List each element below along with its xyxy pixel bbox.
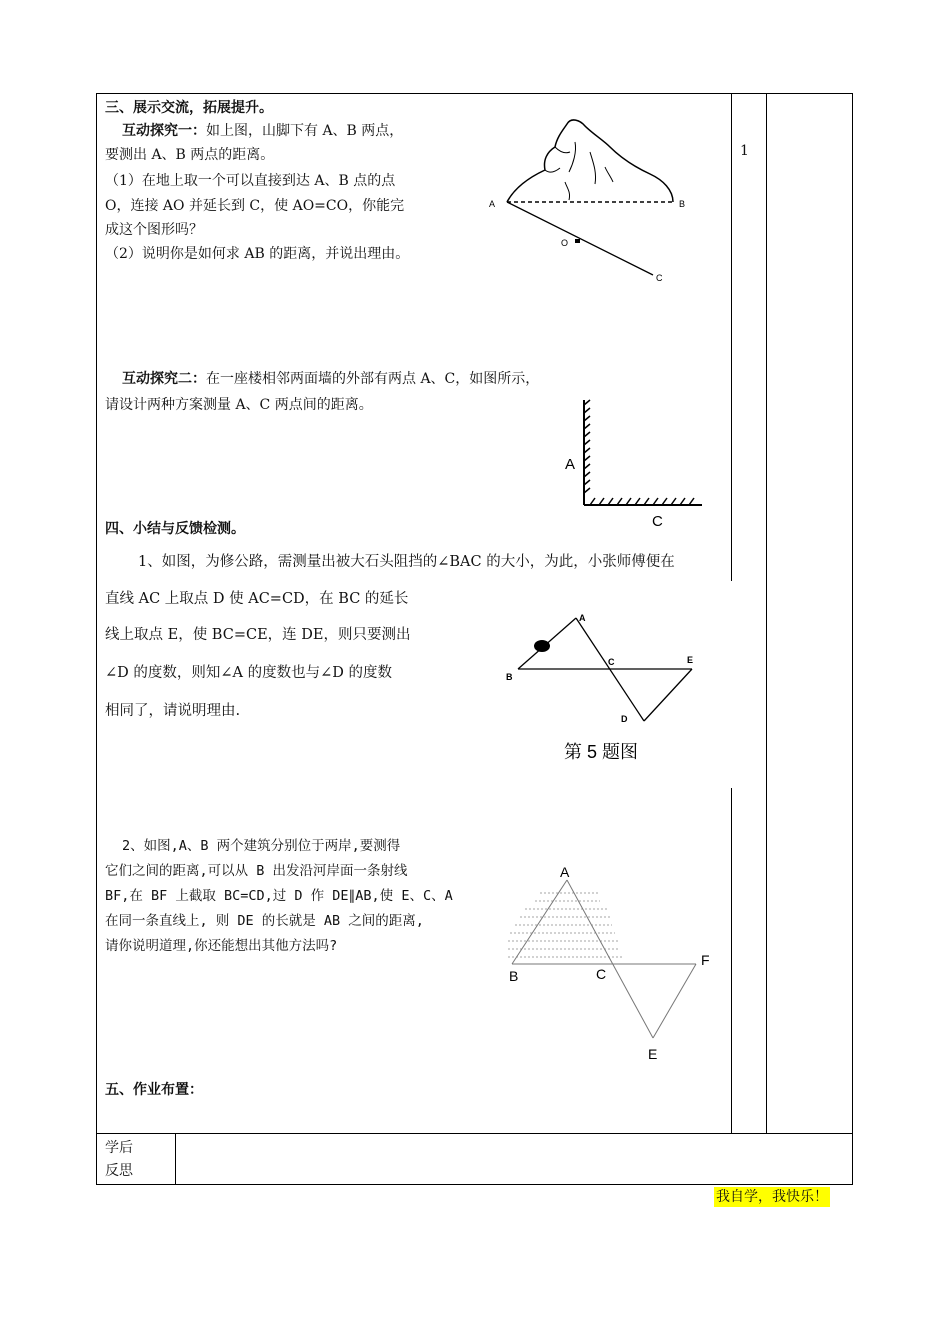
table-border-bottom bbox=[96, 1184, 853, 1185]
explore2-line-0: 在一座楼相邻两面墙的外部有两点 A、C，如图所示， bbox=[206, 371, 540, 387]
river-label-b: B bbox=[509, 968, 519, 984]
explore2-line-1: 请设计两种方案测量 A、C 两点间的距离。 bbox=[105, 397, 373, 413]
explore1-line-4: 成这个图形吗？ bbox=[105, 222, 203, 238]
road-figure bbox=[500, 605, 715, 770]
reflection-label-line1: 学后 bbox=[105, 1140, 133, 1156]
explore1-paragraph bbox=[122, 120, 403, 142]
road-label-e: E bbox=[687, 655, 694, 665]
road-label-b: B bbox=[506, 672, 513, 682]
table-border-right bbox=[852, 93, 853, 1185]
q1-line-1: 直线 AC 上取点 D 使 AC=CD，在 BC 的延长 bbox=[105, 591, 409, 607]
reflection-label-line2: 反思 bbox=[105, 1163, 133, 1179]
q1-line-3: ∠D 的度数，则知∠A 的度数也与∠D 的度数 bbox=[105, 665, 392, 681]
road-label-a: A bbox=[579, 613, 586, 623]
river-label-a: A bbox=[560, 864, 570, 880]
footer-slogan: 我自学，我快乐！ bbox=[716, 1189, 828, 1205]
building-label-a: A bbox=[565, 456, 576, 473]
q2-line-4: 请你说明道理,你还能想出其他方法吗? bbox=[105, 938, 338, 954]
building-corner-figure bbox=[560, 395, 710, 535]
explore1-line-5: （2）说明你是如何求 AB 的距离，并说出理由。 bbox=[105, 246, 410, 262]
river-label-c: C bbox=[596, 966, 607, 982]
explore2-paragraph bbox=[122, 368, 539, 390]
mountain-label-c: C bbox=[656, 273, 663, 283]
building-label-c: C bbox=[652, 513, 663, 530]
column-divider-1 bbox=[731, 93, 732, 581]
mountain-label-a: A bbox=[489, 199, 496, 209]
q2-line-3: 在同一条直线上, 则 DE 的长就是 AB 之间的距离, bbox=[105, 913, 424, 929]
explore1-label: 互动探究一： bbox=[122, 123, 206, 139]
road-label-c: C bbox=[608, 657, 615, 667]
mountain-label-o: O bbox=[561, 238, 569, 248]
explore1-line-2: （1）在地上取一个可以直接到达 A、B 点的点 bbox=[105, 173, 396, 189]
reflection-label-divider bbox=[175, 1133, 176, 1184]
mountain-label-b: B bbox=[679, 199, 685, 209]
section3-heading: 三、展示交流，拓展提升。 bbox=[105, 100, 273, 116]
q2-line-1: 它们之间的距离,可以从 B 出发沿河岸面一条射线 bbox=[105, 863, 408, 879]
column-divider-1b bbox=[731, 788, 732, 1134]
section5-heading: 五、作业布置： bbox=[105, 1082, 203, 1098]
q2-line-0: 2、如图,A、B 两个建筑分别位于两岸,要测得 bbox=[122, 838, 401, 854]
q1-line-0: 1、如图，为修公路，需测量出被大石头阻挡的∠BAC 的大小，为此，小张师傅便在 bbox=[138, 554, 675, 570]
section4-heading: 四、小结与反馈检测。 bbox=[105, 521, 245, 537]
table-border-left bbox=[96, 93, 97, 1185]
column-divider-2 bbox=[766, 93, 767, 1134]
river-label-e: E bbox=[648, 1046, 658, 1062]
side-number: 1 bbox=[740, 143, 749, 159]
explore1-line-1: 要测出 A、B 两点的距离。 bbox=[105, 147, 275, 163]
road-label-d: D bbox=[621, 714, 628, 724]
river-figure bbox=[500, 858, 720, 1068]
table-border-top bbox=[96, 93, 853, 94]
q2-line-2: BF,在 BF 上截取 BC=CD,过 D 作 DE∥AB,使 E、C、A bbox=[105, 888, 453, 904]
road-figure-caption: 第 5 题图 bbox=[564, 742, 639, 762]
explore1-line-0: 如上图，山脚下有 A、B 两点， bbox=[206, 123, 404, 139]
q1-line-4: 相同了，请说明理由. bbox=[105, 703, 241, 719]
explore2-label: 互动探究二： bbox=[122, 371, 206, 387]
reflection-row-border bbox=[96, 1133, 853, 1134]
q1-line-2: 线上取点 E，使 BC=CE，连 DE，则只要测出 bbox=[105, 627, 411, 643]
explore1-line-3: O，连接 AO 并延长到 C，使 AO=CO，你能完 bbox=[105, 198, 405, 214]
river-label-f: F bbox=[701, 952, 710, 968]
mountain-figure bbox=[485, 112, 685, 292]
